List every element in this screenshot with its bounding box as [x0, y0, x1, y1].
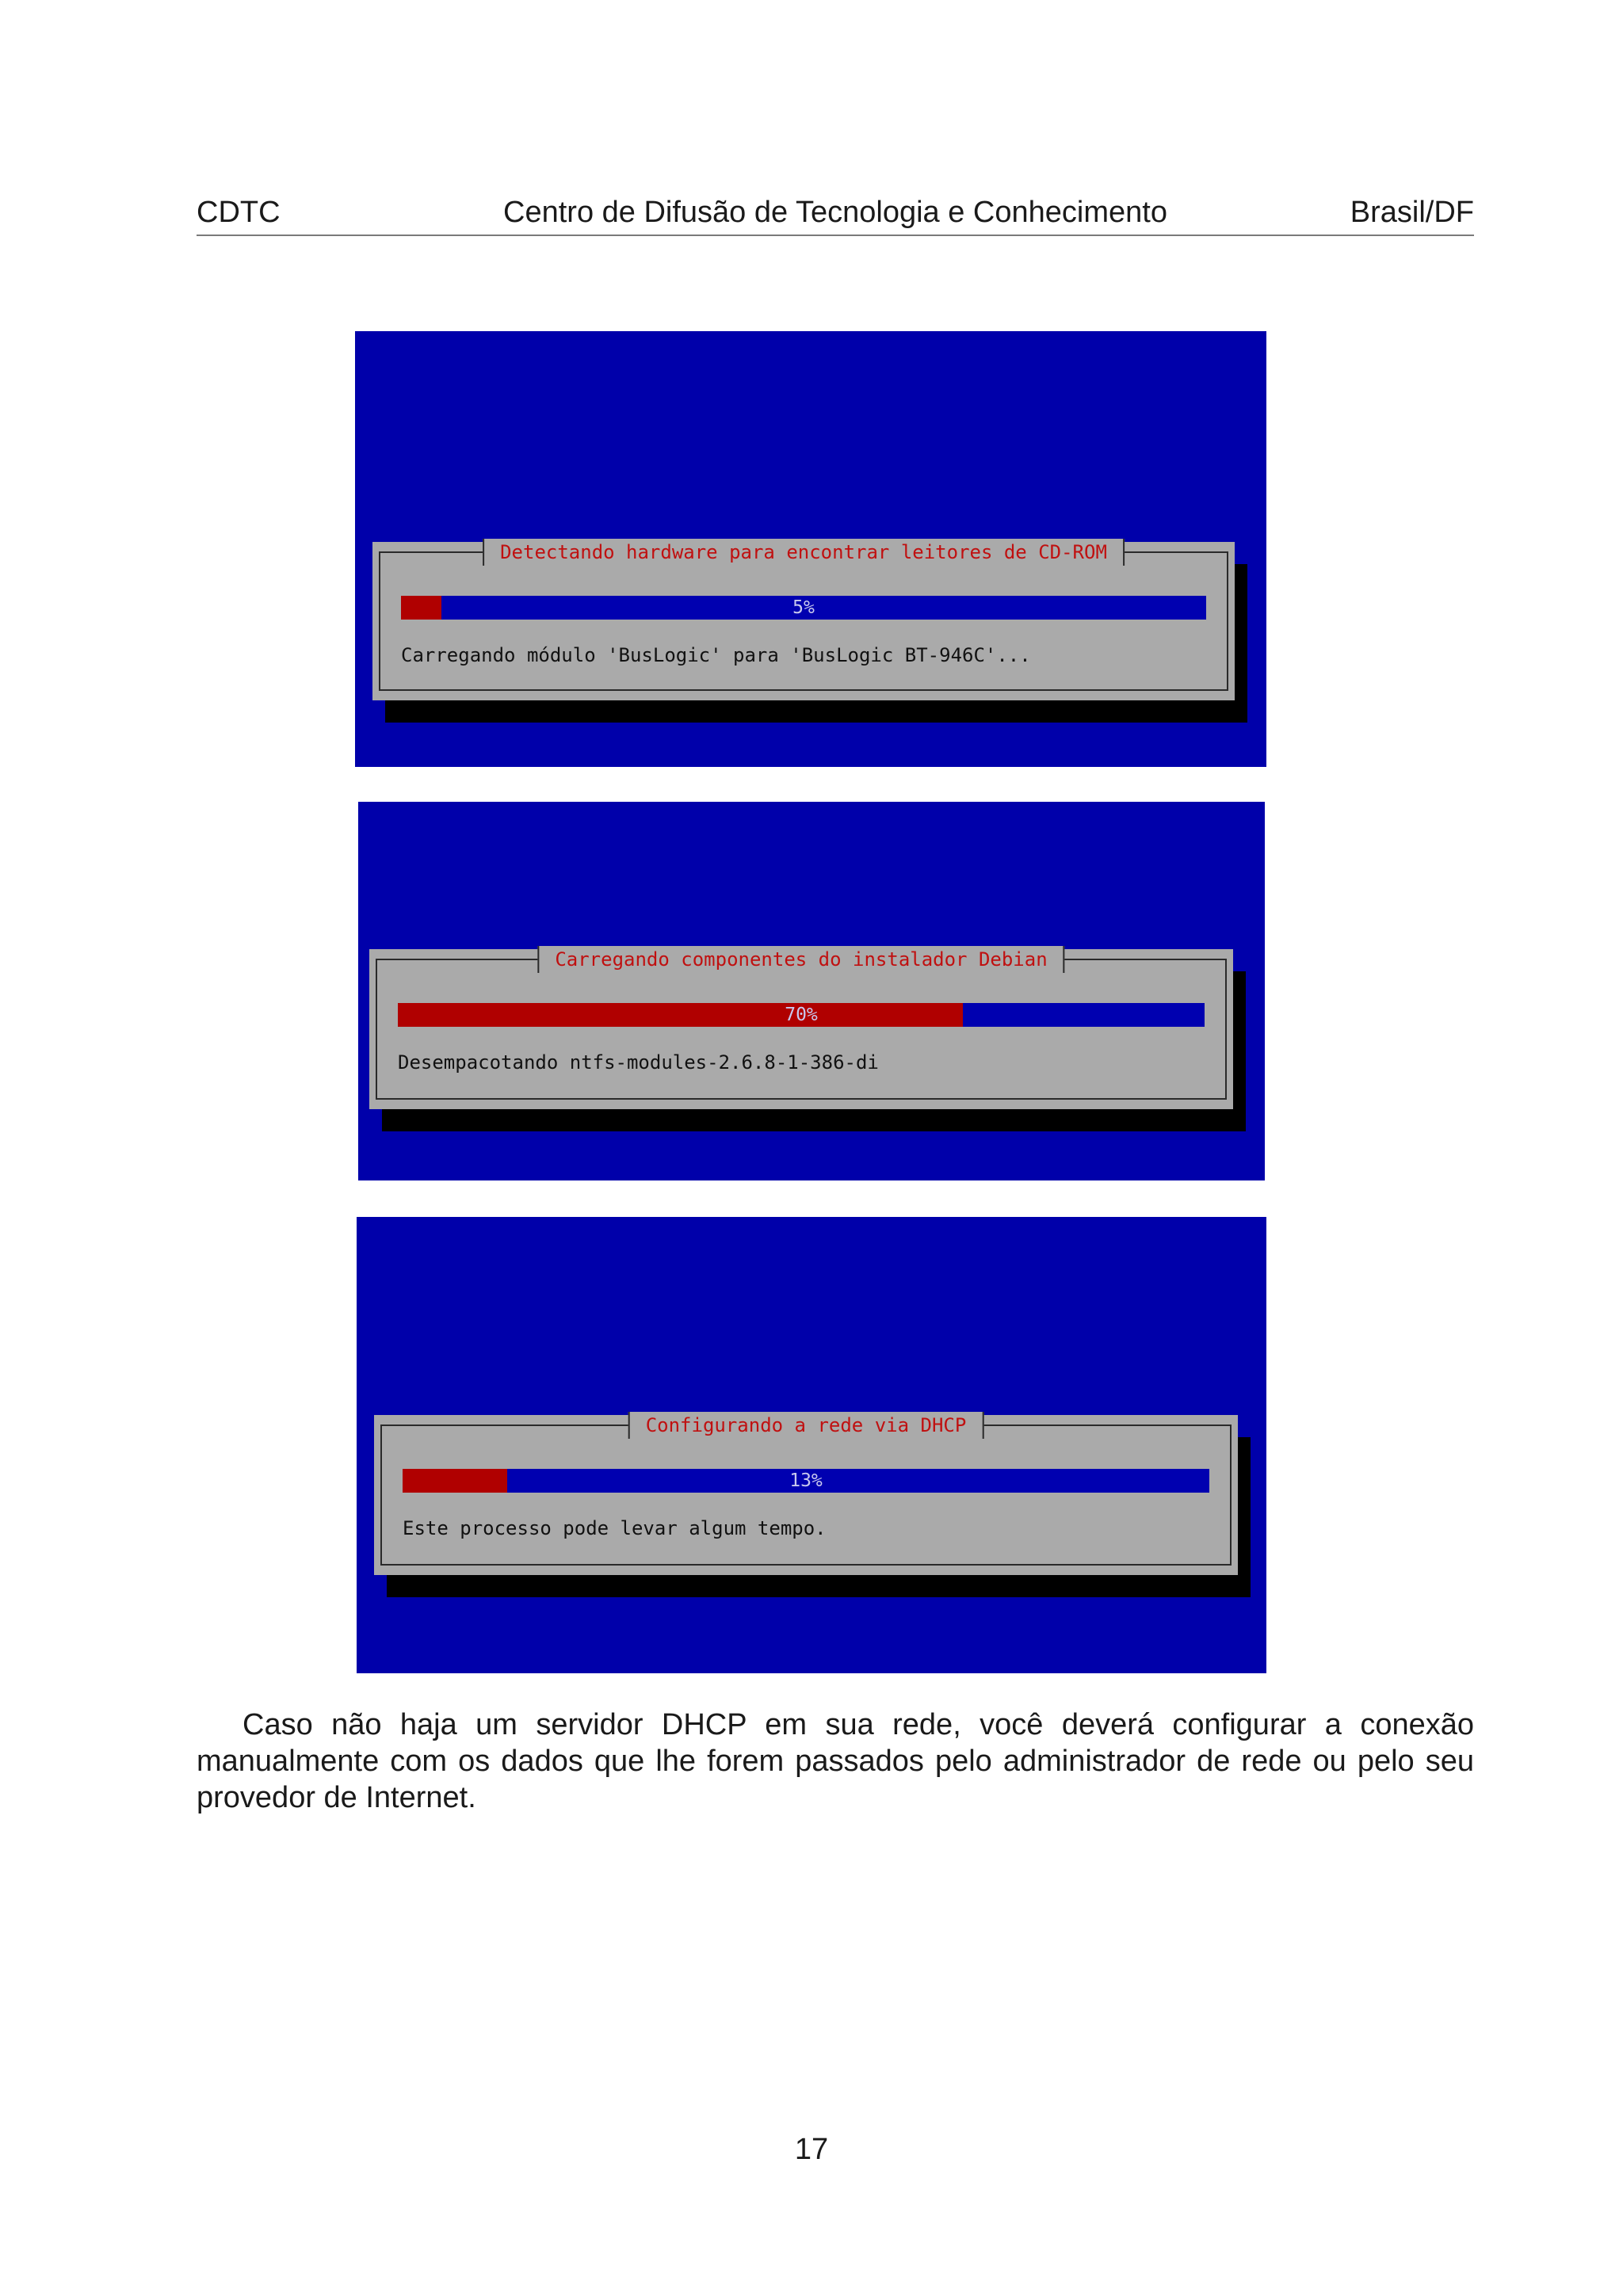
header-left: CDTC [197, 196, 281, 229]
progress-percent-label: 70% [785, 1005, 818, 1025]
dialog-message: Desempacotando ntfs-modules-2.6.8-1-386-di [398, 1051, 879, 1074]
dialog-frame [379, 541, 1228, 691]
progress-percent-label: 13% [789, 1470, 823, 1491]
progress-dialog [372, 542, 1235, 700]
dialog-message: Carregando módulo 'BusLogic' para 'BusLogic BT-946C'... [401, 644, 1031, 666]
installer-screenshot-2 [358, 802, 1265, 1180]
progress-dialog [374, 1415, 1238, 1575]
dialog-title: Detectando hardware para encontrar leitores de CD-ROM [483, 539, 1125, 566]
dialog-message: Este processo pode levar algum tempo. [403, 1517, 827, 1539]
installer-screenshot-1 [355, 331, 1266, 767]
page-number: 17 [794, 2133, 829, 2166]
dialog-title: Carregando componentes do instalador Debian [537, 946, 1064, 973]
progress-bar [403, 1469, 1209, 1493]
installer-screenshot-3 [357, 1217, 1266, 1673]
progress-bar [401, 596, 1206, 620]
header-center: Centro de Difusão de Tecnologia e Conhecimento [503, 196, 1167, 229]
header-right: Brasil/DF [1350, 196, 1474, 229]
dialog-frame [376, 948, 1227, 1100]
dialog-title: Configurando a rede via DHCP [628, 1412, 984, 1439]
progress-bar [398, 1003, 1205, 1027]
progress-percent-label: 5% [792, 597, 815, 618]
dialog-frame [380, 1414, 1232, 1566]
page-header [197, 190, 1474, 236]
body-paragraph: Caso não haja um servidor DHCP em sua rede, você deverá configurar a conexão manualmente com os dados que lhe forem passados pelo administrador de rede ou pelo seu provedor de Internet. [197, 1708, 1474, 1814]
progress-dialog [369, 949, 1233, 1109]
